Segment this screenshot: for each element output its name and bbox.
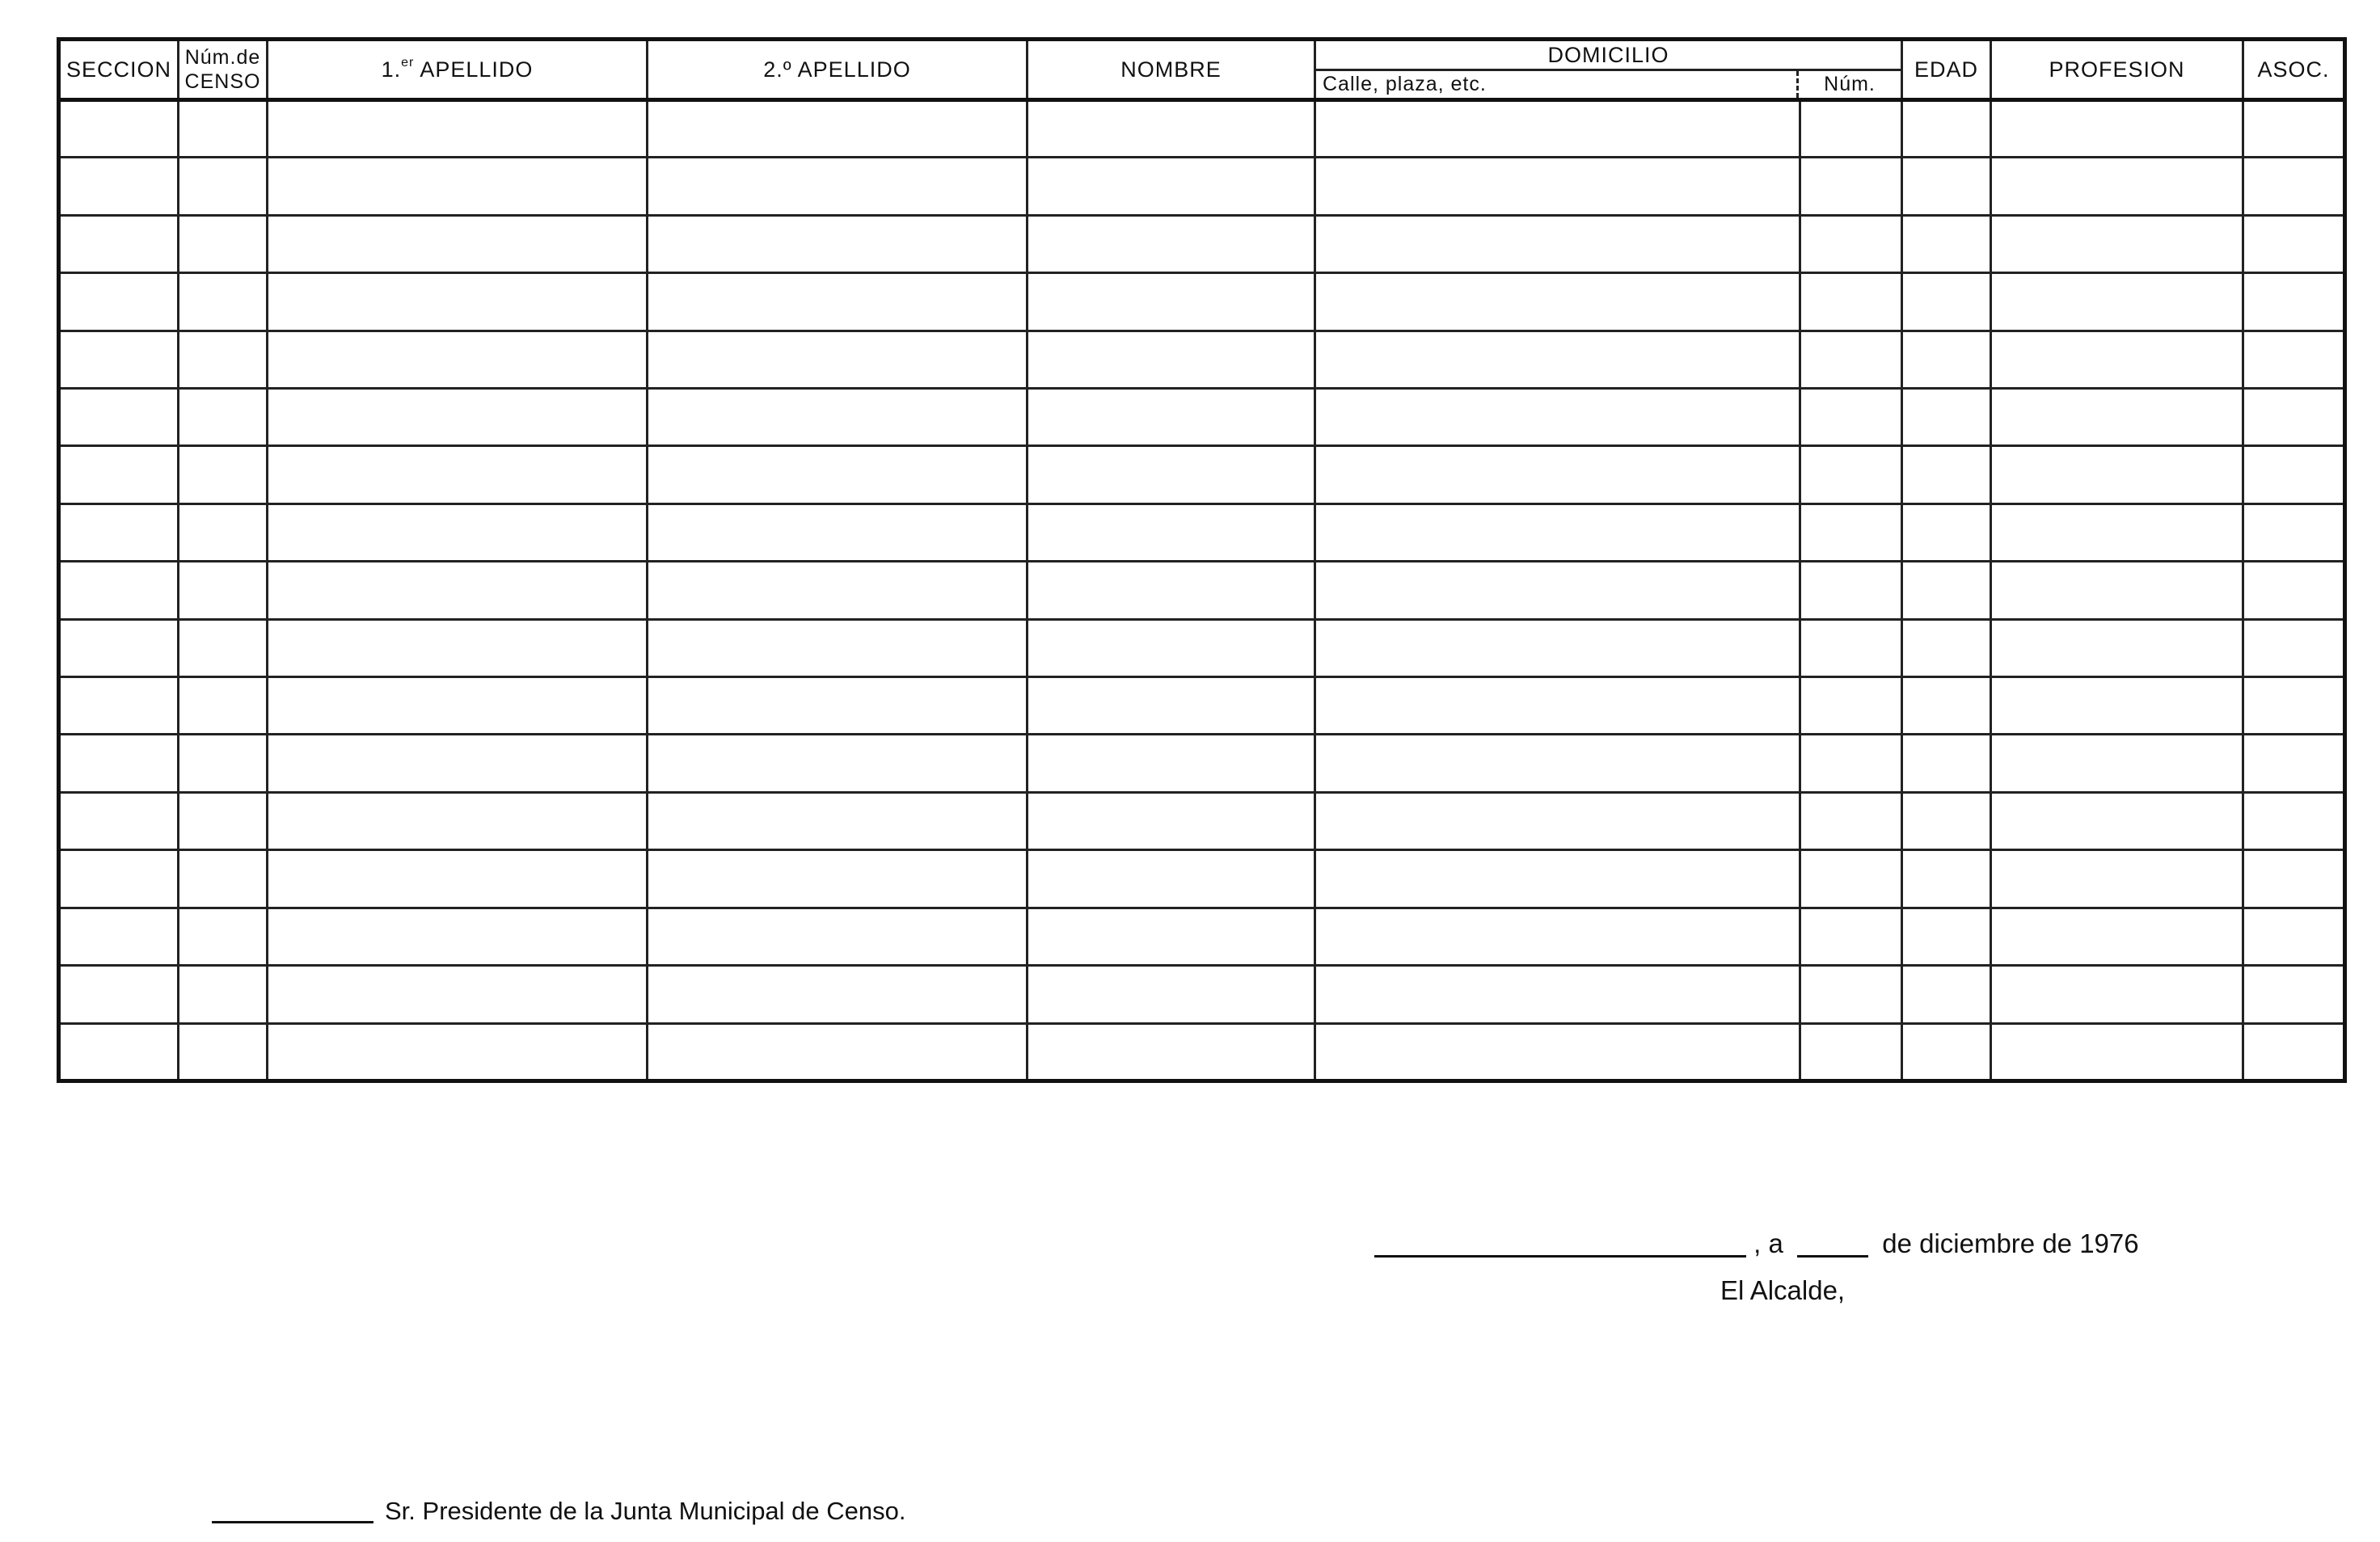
cell-edad[interactable]: [1902, 619, 1991, 676]
cell-num-censo[interactable]: [179, 215, 268, 272]
cell-nombre[interactable]: [1028, 562, 1315, 619]
cell-profesion[interactable]: [1991, 1023, 2243, 1081]
cell-apellido-2[interactable]: [648, 446, 1028, 503]
cell-apellido-1[interactable]: [268, 735, 648, 792]
column-header-seccion: SECCION: [59, 40, 179, 100]
column-header-asoc: ASOC.: [2243, 40, 2345, 100]
cell-nombre[interactable]: [1028, 966, 1315, 1023]
cell-domicilio-num[interactable]: [1800, 562, 1902, 619]
cell-asoc[interactable]: [2243, 331, 2345, 388]
cell-asoc[interactable]: [2243, 562, 2345, 619]
cell-domicilio-num[interactable]: [1800, 273, 1902, 331]
cell-domicilio-num[interactable]: [1800, 100, 1902, 158]
cell-domicilio-calle[interactable]: [1315, 158, 1800, 215]
cell-domicilio-num[interactable]: [1800, 735, 1902, 792]
cell-apellido-1[interactable]: [268, 908, 648, 965]
cell-apellido-1[interactable]: [268, 389, 648, 446]
apellido1-number: 1.: [381, 57, 402, 82]
cell-nombre[interactable]: [1028, 850, 1315, 908]
cell-num-censo[interactable]: [179, 100, 268, 158]
cell-num-censo[interactable]: [179, 792, 268, 849]
header-row: [59, 40, 2345, 100]
cell-nombre[interactable]: [1028, 446, 1315, 503]
cell-nombre[interactable]: [1028, 1023, 1315, 1081]
cell-apellido-1[interactable]: [268, 792, 648, 849]
form-row: [59, 1023, 2345, 1081]
cell-seccion[interactable]: [59, 966, 179, 1023]
cell-seccion[interactable]: [59, 677, 179, 735]
cell-asoc[interactable]: [2243, 503, 2345, 561]
cell-profesion[interactable]: [1991, 908, 2243, 965]
cell-apellido-2[interactable]: [648, 331, 1028, 388]
cell-edad[interactable]: [1902, 100, 1991, 158]
cell-num-censo[interactable]: [179, 389, 268, 446]
form-row: [59, 100, 2345, 158]
cell-apellido-1[interactable]: [268, 273, 648, 331]
cell-seccion[interactable]: [59, 503, 179, 561]
cell-num-censo[interactable]: [179, 562, 268, 619]
cell-domicilio-num[interactable]: [1800, 446, 1902, 503]
day-blank-line[interactable]: [1797, 1255, 1868, 1258]
cell-seccion[interactable]: [59, 446, 179, 503]
cell-apellido-2[interactable]: [648, 562, 1028, 619]
form-row: [59, 850, 2345, 908]
cell-nombre[interactable]: [1028, 389, 1315, 446]
column-header-profesion: PROFESION: [1991, 40, 2243, 100]
cell-asoc[interactable]: [2243, 389, 2345, 446]
form-row: [59, 215, 2345, 272]
cell-num-censo[interactable]: [179, 677, 268, 735]
cell-domicilio-num[interactable]: [1800, 1023, 1902, 1081]
cell-apellido-2[interactable]: [648, 735, 1028, 792]
cell-edad[interactable]: [1902, 850, 1991, 908]
cell-domicilio-calle[interactable]: [1315, 503, 1800, 561]
cell-domicilio-calle[interactable]: [1315, 966, 1800, 1023]
cell-domicilio-num[interactable]: [1800, 503, 1902, 561]
cell-edad[interactable]: [1902, 215, 1991, 272]
cell-domicilio-num[interactable]: [1800, 215, 1902, 272]
cell-edad[interactable]: [1902, 1023, 1991, 1081]
cell-domicilio-calle[interactable]: [1315, 677, 1800, 735]
cell-apellido-2[interactable]: [648, 273, 1028, 331]
cell-seccion[interactable]: [59, 562, 179, 619]
cell-apellido-1[interactable]: [268, 100, 648, 158]
num-censo-line1: Núm.de: [184, 46, 261, 69]
cell-domicilio-calle[interactable]: [1315, 446, 1800, 503]
date-a-text: , a: [1753, 1228, 1783, 1258]
form-row: [59, 792, 2345, 849]
cell-seccion[interactable]: [59, 215, 179, 272]
cell-apellido-2[interactable]: [648, 100, 1028, 158]
cell-seccion[interactable]: [59, 158, 179, 215]
addressee-text: Sr. Presidente de la Junta Municipal de Censo.: [385, 1497, 906, 1525]
form-row: [59, 966, 2345, 1023]
cell-domicilio-num[interactable]: [1800, 850, 1902, 908]
form-row: [59, 735, 2345, 792]
cell-apellido-2[interactable]: [648, 1023, 1028, 1081]
cell-domicilio-calle[interactable]: [1315, 735, 1800, 792]
cell-seccion[interactable]: [59, 100, 179, 158]
cell-edad[interactable]: [1902, 966, 1991, 1023]
cell-num-censo[interactable]: [179, 446, 268, 503]
cell-domicilio-calle[interactable]: [1315, 215, 1800, 272]
cell-domicilio-calle[interactable]: [1315, 850, 1800, 908]
column-header-edad: EDAD: [1902, 40, 1991, 100]
cell-asoc[interactable]: [2243, 619, 2345, 676]
cell-num-censo[interactable]: [179, 1023, 268, 1081]
cell-domicilio-num[interactable]: [1800, 792, 1902, 849]
cell-profesion[interactable]: [1991, 273, 2243, 331]
date-rest-text: de diciembre de 1976: [1882, 1228, 2139, 1258]
cell-domicilio-num[interactable]: [1800, 908, 1902, 965]
cell-domicilio-num[interactable]: [1800, 389, 1902, 446]
cell-profesion[interactable]: [1991, 850, 2243, 908]
cell-profesion[interactable]: [1991, 735, 2243, 792]
cell-apellido-2[interactable]: [648, 850, 1028, 908]
cell-apellido-1[interactable]: [268, 446, 648, 503]
cell-apellido-1[interactable]: [268, 619, 648, 676]
cell-seccion[interactable]: [59, 908, 179, 965]
addressee-blank-line[interactable]: [212, 1521, 373, 1523]
cell-apellido-1[interactable]: [268, 215, 648, 272]
addressee-line: [212, 1497, 906, 1526]
cell-seccion[interactable]: [59, 273, 179, 331]
cell-asoc[interactable]: [2243, 273, 2345, 331]
cell-apellido-1[interactable]: [268, 677, 648, 735]
cell-domicilio-calle[interactable]: [1315, 273, 1800, 331]
cell-nombre[interactable]: [1028, 215, 1315, 272]
cell-seccion[interactable]: [59, 792, 179, 849]
cell-edad[interactable]: [1902, 735, 1991, 792]
cell-profesion[interactable]: [1991, 503, 2243, 561]
cell-asoc[interactable]: [2243, 792, 2345, 849]
cell-profesion[interactable]: [1991, 389, 2243, 446]
cell-apellido-1[interactable]: [268, 503, 648, 561]
cell-asoc[interactable]: [2243, 735, 2345, 792]
cell-asoc[interactable]: [2243, 100, 2345, 158]
apellido1-label: APELLIDO: [414, 57, 534, 82]
column-header-apellido-2: 2.º APELLIDO: [648, 40, 1028, 100]
census-form-table-wrap: [57, 37, 2343, 1083]
cell-apellido-2[interactable]: [648, 389, 1028, 446]
cell-num-censo[interactable]: [179, 908, 268, 965]
census-table-body: [59, 100, 2345, 1081]
cell-apellido-2[interactable]: [648, 619, 1028, 676]
cell-nombre[interactable]: [1028, 158, 1315, 215]
cell-num-censo[interactable]: [179, 619, 268, 676]
cell-domicilio-calle[interactable]: [1315, 1023, 1800, 1081]
form-row: [59, 677, 2345, 735]
cell-edad[interactable]: [1902, 562, 1991, 619]
cell-asoc[interactable]: [2243, 158, 2345, 215]
cell-apellido-1[interactable]: [268, 850, 648, 908]
form-row: [59, 619, 2345, 676]
cell-nombre[interactable]: [1028, 908, 1315, 965]
cell-num-censo[interactable]: [179, 966, 268, 1023]
cell-domicilio-num[interactable]: [1800, 677, 1902, 735]
cell-profesion[interactable]: [1991, 677, 2243, 735]
cell-seccion[interactable]: [59, 850, 179, 908]
cell-domicilio-calle[interactable]: [1315, 331, 1800, 388]
cell-num-censo[interactable]: [179, 158, 268, 215]
cell-apellido-2[interactable]: [648, 792, 1028, 849]
cell-num-censo[interactable]: [179, 503, 268, 561]
cell-domicilio-calle[interactable]: [1315, 100, 1800, 158]
cell-num-censo[interactable]: [179, 331, 268, 388]
cell-domicilio-num[interactable]: [1800, 966, 1902, 1023]
cell-profesion[interactable]: [1991, 158, 2243, 215]
cell-domicilio-calle[interactable]: [1315, 389, 1800, 446]
num-censo-line2: CENSO: [184, 70, 261, 93]
cell-nombre[interactable]: [1028, 619, 1315, 676]
cell-domicilio-calle[interactable]: [1315, 562, 1800, 619]
cell-apellido-1[interactable]: [268, 1023, 648, 1081]
domicilio-calle-subheader: Calle, plaza, etc.: [1316, 71, 1799, 98]
form-row: [59, 562, 2345, 619]
cell-asoc[interactable]: [2243, 677, 2345, 735]
cell-apellido-2[interactable]: [648, 215, 1028, 272]
form-row: [59, 273, 2345, 331]
cell-profesion[interactable]: [1991, 619, 2243, 676]
cell-domicilio-calle[interactable]: [1315, 792, 1800, 849]
form-row: [59, 446, 2345, 503]
cell-seccion[interactable]: [59, 1023, 179, 1081]
cell-profesion[interactable]: [1991, 100, 2243, 158]
cell-num-censo[interactable]: [179, 273, 268, 331]
cell-edad[interactable]: [1902, 158, 1991, 215]
cell-nombre[interactable]: [1028, 503, 1315, 561]
column-header-domicilio: [1315, 40, 1902, 100]
form-row: [59, 158, 2345, 215]
cell-nombre[interactable]: [1028, 100, 1315, 158]
cell-domicilio-calle[interactable]: [1315, 619, 1800, 676]
cell-edad[interactable]: [1902, 273, 1991, 331]
column-header-nombre: NOMBRE: [1028, 40, 1315, 100]
form-row: [59, 503, 2345, 561]
cell-nombre[interactable]: [1028, 792, 1315, 849]
cell-apellido-1[interactable]: [268, 562, 648, 619]
cell-profesion[interactable]: [1991, 331, 2243, 388]
domicilio-subheaders: [1316, 71, 1901, 98]
apellido1-superscript: er: [401, 55, 415, 70]
census-form-table: [57, 37, 2347, 1083]
cell-seccion[interactable]: [59, 619, 179, 676]
cell-profesion[interactable]: [1991, 215, 2243, 272]
cell-seccion[interactable]: [59, 389, 179, 446]
form-row: [59, 389, 2345, 446]
cell-apellido-1[interactable]: [268, 158, 648, 215]
cell-profesion[interactable]: [1991, 966, 2243, 1023]
cell-num-censo[interactable]: [179, 850, 268, 908]
cell-apellido-2[interactable]: [648, 503, 1028, 561]
cell-asoc[interactable]: [2243, 215, 2345, 272]
cell-asoc[interactable]: [2243, 446, 2345, 503]
cell-nombre[interactable]: [1028, 273, 1315, 331]
column-header-num-censo: [179, 40, 268, 100]
cell-asoc[interactable]: [2243, 908, 2345, 965]
form-row: [59, 331, 2345, 388]
cell-asoc[interactable]: [2243, 1023, 2345, 1081]
cell-edad[interactable]: [1902, 677, 1991, 735]
cell-edad[interactable]: [1902, 446, 1991, 503]
cell-edad[interactable]: [1902, 331, 1991, 388]
cell-seccion[interactable]: [59, 735, 179, 792]
cell-apellido-2[interactable]: [648, 677, 1028, 735]
cell-asoc[interactable]: [2243, 850, 2345, 908]
column-header-apellido-1: [268, 40, 648, 100]
domicilio-title: DOMICILIO: [1316, 41, 1901, 71]
cell-apellido-2[interactable]: [648, 908, 1028, 965]
cell-seccion[interactable]: [59, 331, 179, 388]
footer-date-line: [1374, 1228, 2139, 1259]
domicilio-num-subheader: Núm.: [1824, 73, 1876, 95]
cell-nombre[interactable]: [1028, 331, 1315, 388]
cell-edad[interactable]: [1902, 389, 1991, 446]
cell-apellido-1[interactable]: [268, 331, 648, 388]
cell-domicilio-calle[interactable]: [1315, 908, 1800, 965]
cell-profesion[interactable]: [1991, 446, 2243, 503]
cell-domicilio-num[interactable]: [1800, 619, 1902, 676]
cell-nombre[interactable]: [1028, 735, 1315, 792]
cell-asoc[interactable]: [2243, 966, 2345, 1023]
cell-edad[interactable]: [1902, 792, 1991, 849]
cell-domicilio-num[interactable]: [1800, 331, 1902, 388]
cell-apellido-2[interactable]: [648, 158, 1028, 215]
form-row: [59, 908, 2345, 965]
signer-label: El Alcalde,: [1720, 1275, 1846, 1305]
cell-domicilio-num[interactable]: [1800, 158, 1902, 215]
cell-edad[interactable]: [1902, 503, 1991, 561]
cell-apellido-1[interactable]: [268, 966, 648, 1023]
cell-nombre[interactable]: [1028, 677, 1315, 735]
cell-profesion[interactable]: [1991, 562, 2243, 619]
place-blank-line[interactable]: [1374, 1255, 1746, 1258]
cell-num-censo[interactable]: [179, 735, 268, 792]
cell-edad[interactable]: [1902, 908, 1991, 965]
cell-apellido-2[interactable]: [648, 966, 1028, 1023]
cell-profesion[interactable]: [1991, 792, 2243, 849]
